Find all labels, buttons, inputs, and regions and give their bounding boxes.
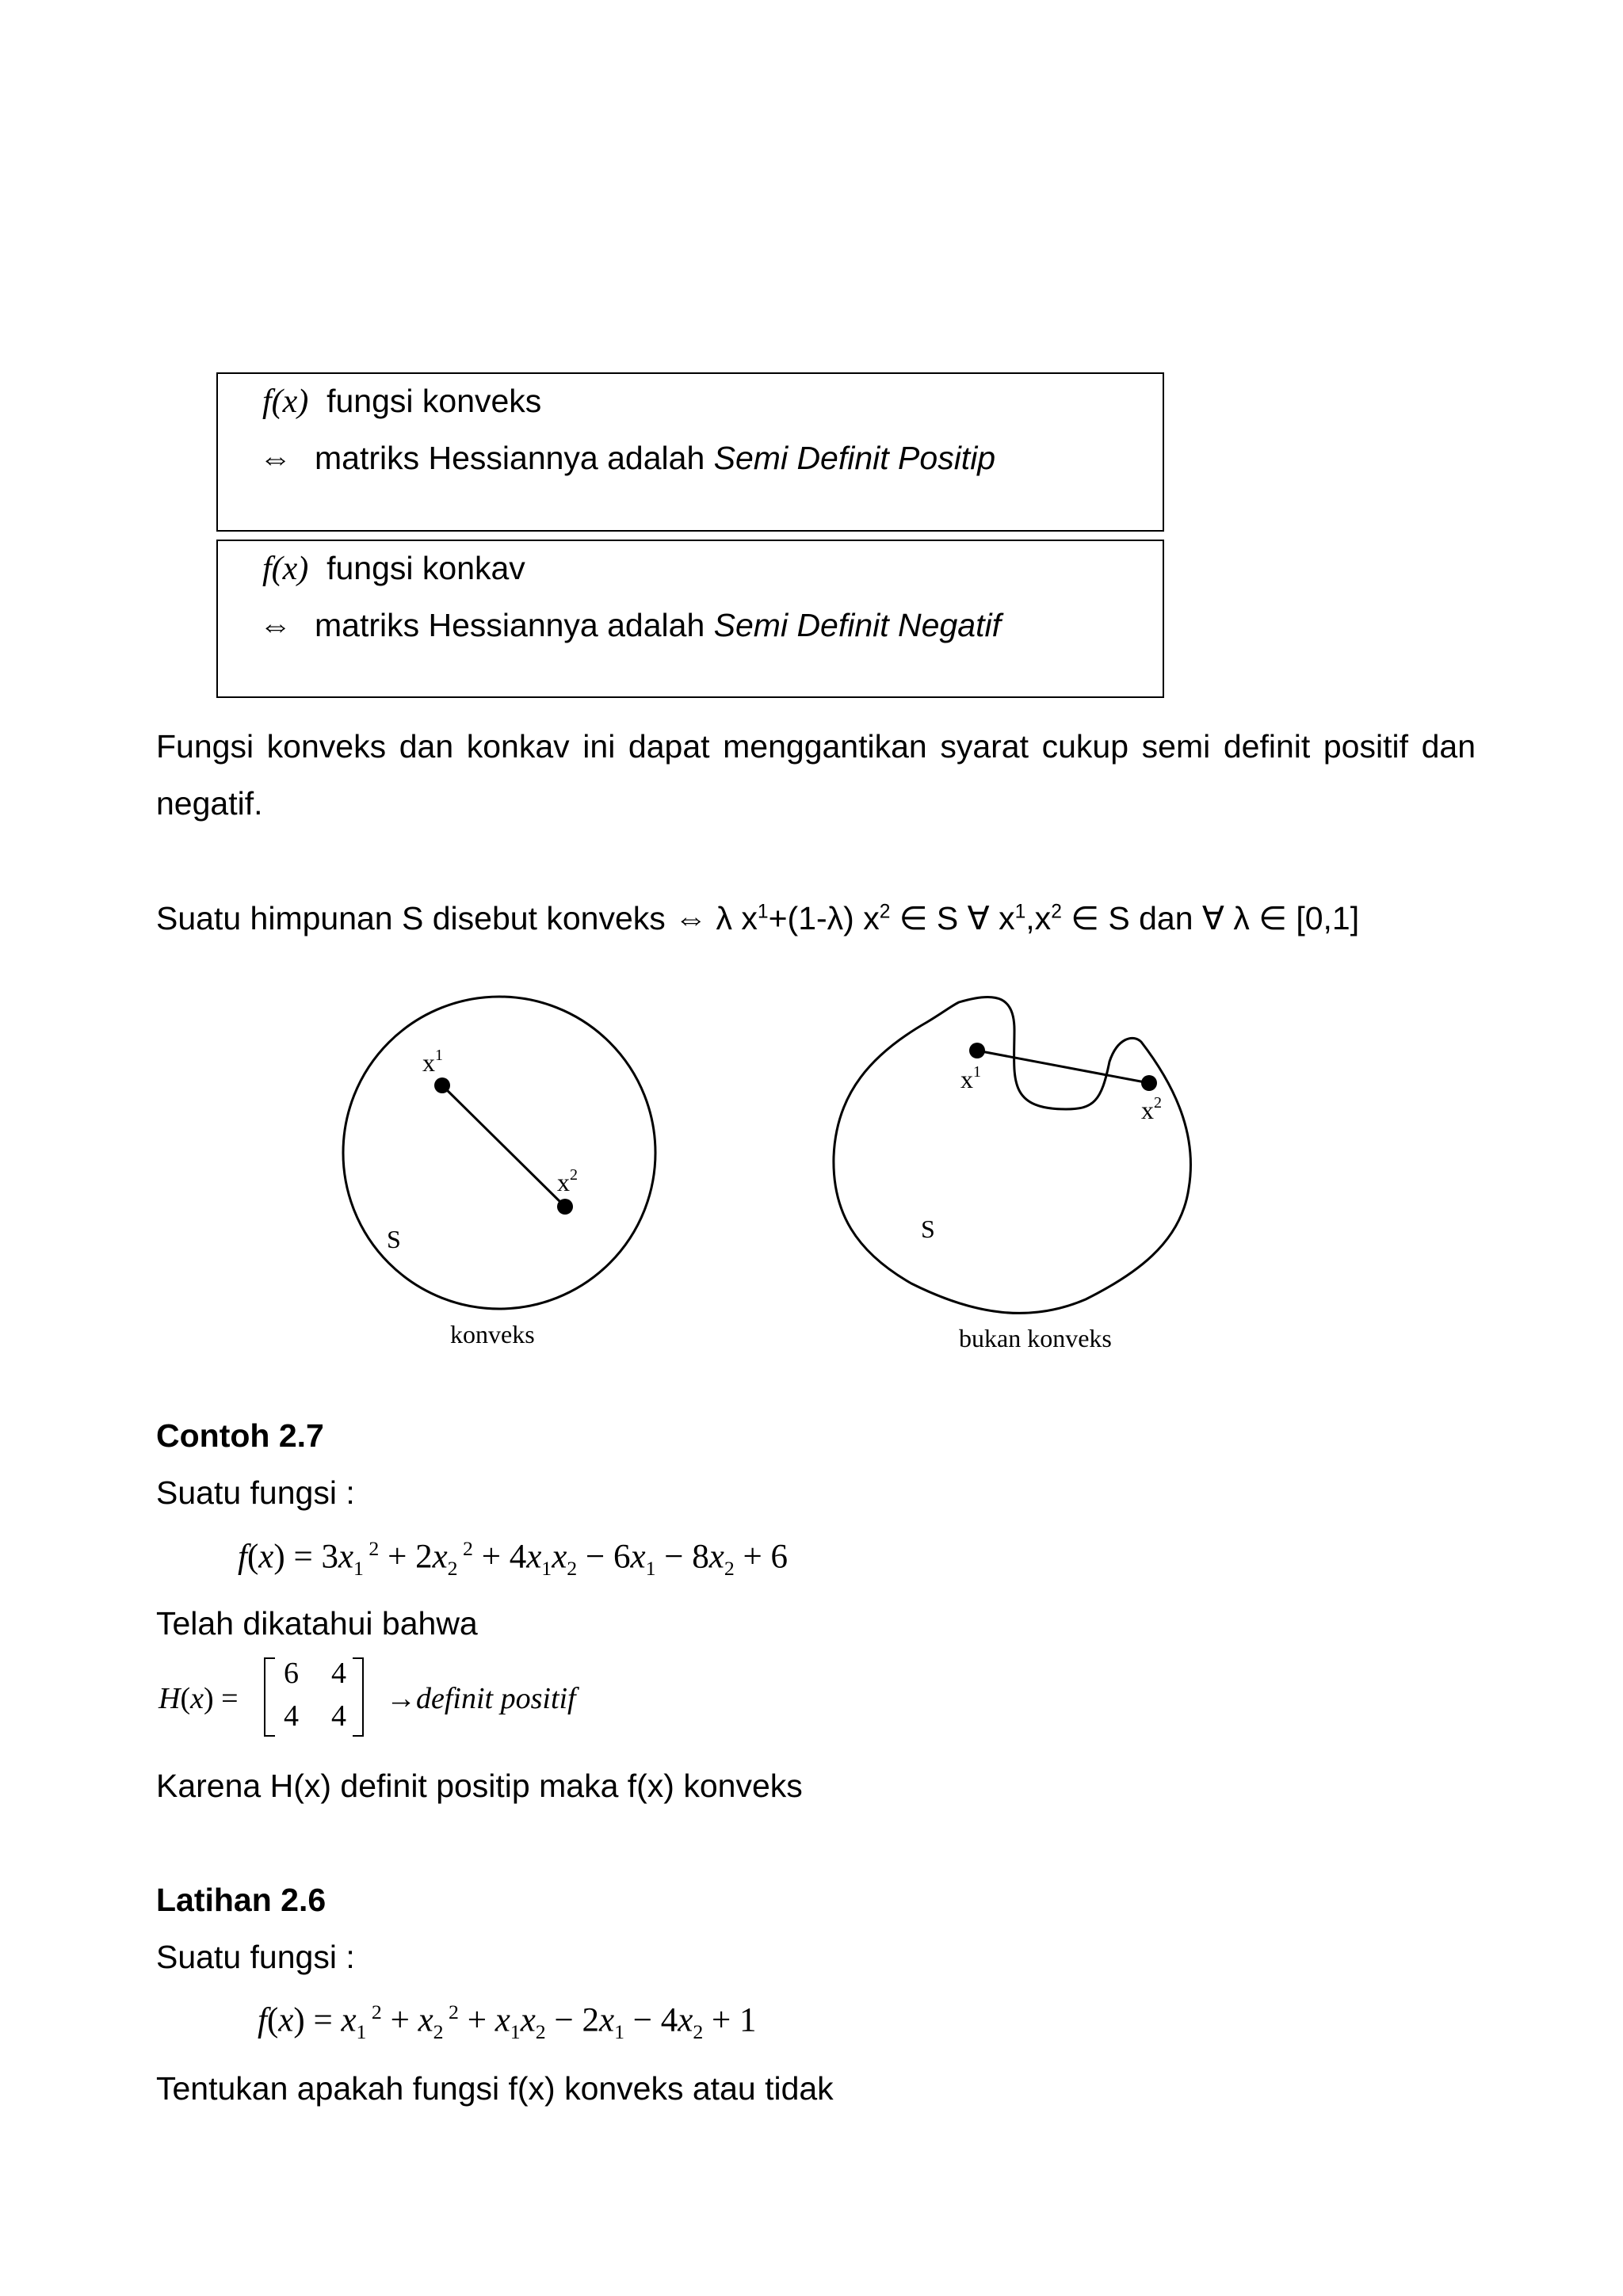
paragraph-line-1: Fungsi konveks dan konkav ini dapat menggantikan syarat cukup semi definit positif dan	[156, 728, 1476, 765]
paragraph-line-2: negatif.	[156, 785, 263, 822]
box-line-1	[262, 382, 541, 421]
hessian-matrix: H(x) = 6 4 4 4 →definit positif	[158, 1656, 634, 1743]
contoh-known: Telah dikatahui bahwa	[156, 1605, 478, 1642]
box-line-2	[259, 439, 995, 478]
point-x2-left	[557, 1199, 573, 1215]
theorem-box-concave	[216, 540, 1164, 698]
theorem-box-convex	[216, 372, 1164, 532]
latihan-heading: Latihan 2.6	[156, 1882, 327, 1918]
matrix-cell: 4	[331, 1699, 346, 1733]
latihan-task: Tentukan apakah fungsi f(x) konveks atau tidak	[156, 2070, 834, 2107]
matrix-bracket-right	[353, 1657, 364, 1737]
point-x2-right	[1141, 1075, 1157, 1091]
label-x2-left: $x^2$	[557, 1166, 578, 1196]
latihan-intro: Suatu fungsi :	[156, 1939, 355, 1975]
definite-label: →definit positif	[386, 1682, 576, 1715]
label-s-left: S	[387, 1225, 401, 1253]
box-title: fungsi konkav	[327, 550, 525, 586]
matrix-cell: 4	[284, 1699, 299, 1733]
convex-set-circle	[343, 997, 655, 1309]
iff-icon: ⇔	[259, 607, 292, 643]
matrix-cell: 6	[284, 1657, 299, 1690]
box-line-2	[259, 606, 1001, 645]
caption-right: bukan konveks	[959, 1324, 1112, 1352]
point-x1-right	[969, 1043, 985, 1058]
matrix-cell: 4	[331, 1657, 346, 1690]
fx-symbol: f(x)	[262, 551, 309, 587]
contoh-heading: Contoh 2.7	[156, 1417, 324, 1454]
fx-symbol: f(x)	[262, 383, 309, 420]
iff-icon: ⇔	[259, 440, 292, 476]
label-x1-left: $x^1$	[422, 1047, 443, 1077]
label-s-right: S	[921, 1215, 935, 1243]
box-line-1	[262, 549, 525, 589]
box-text: matriks Hessiannya adalah	[315, 440, 714, 476]
box-emphasis: Semi Definit Negatif	[713, 607, 1001, 643]
matrix-bracket-left	[264, 1657, 275, 1737]
convex-set-definition: Suatu himpunan S disebut konveks ⇔ λ $x^1+(1-\lambda)$ $x^2$ ∈ S ∀ $x^1,x^2$ ∈ S dan ∀ λ ∈ [0,1]	[156, 900, 1360, 936]
box-text: matriks Hessiannya adalah	[315, 607, 714, 643]
caption-left: konveks	[450, 1320, 535, 1348]
convex-figure	[317, 982, 1236, 1363]
contoh-intro: Suatu fungsi :	[156, 1474, 355, 1511]
nonconvex-set-shape	[834, 997, 1191, 1313]
box-title: fungsi konveks	[327, 383, 542, 419]
box-emphasis: Semi Definit Positip	[713, 440, 996, 476]
nonconvex-segment	[977, 1051, 1149, 1083]
convex-segment	[442, 1085, 565, 1207]
contoh-conclusion: Karena H(x) definit positip maka f(x) konveks	[156, 1768, 803, 1804]
contoh-formula: $f(x) = 3x_1$ $^2 + 2x_2$ $^2 + 4x_1x_2 - 6x_1 - 8x_2 + 6$	[238, 1537, 788, 1580]
point-x1-left	[434, 1077, 450, 1093]
label-x2-right: $x^2$	[1141, 1094, 1162, 1124]
latihan-formula: $f(x) = x_1$ $^2 + x_2$ $^2 + x_1x_2 - 2x_1 - 4x_2 + 1$	[258, 2000, 757, 2043]
label-x1-right: $x^1$	[960, 1063, 981, 1093]
